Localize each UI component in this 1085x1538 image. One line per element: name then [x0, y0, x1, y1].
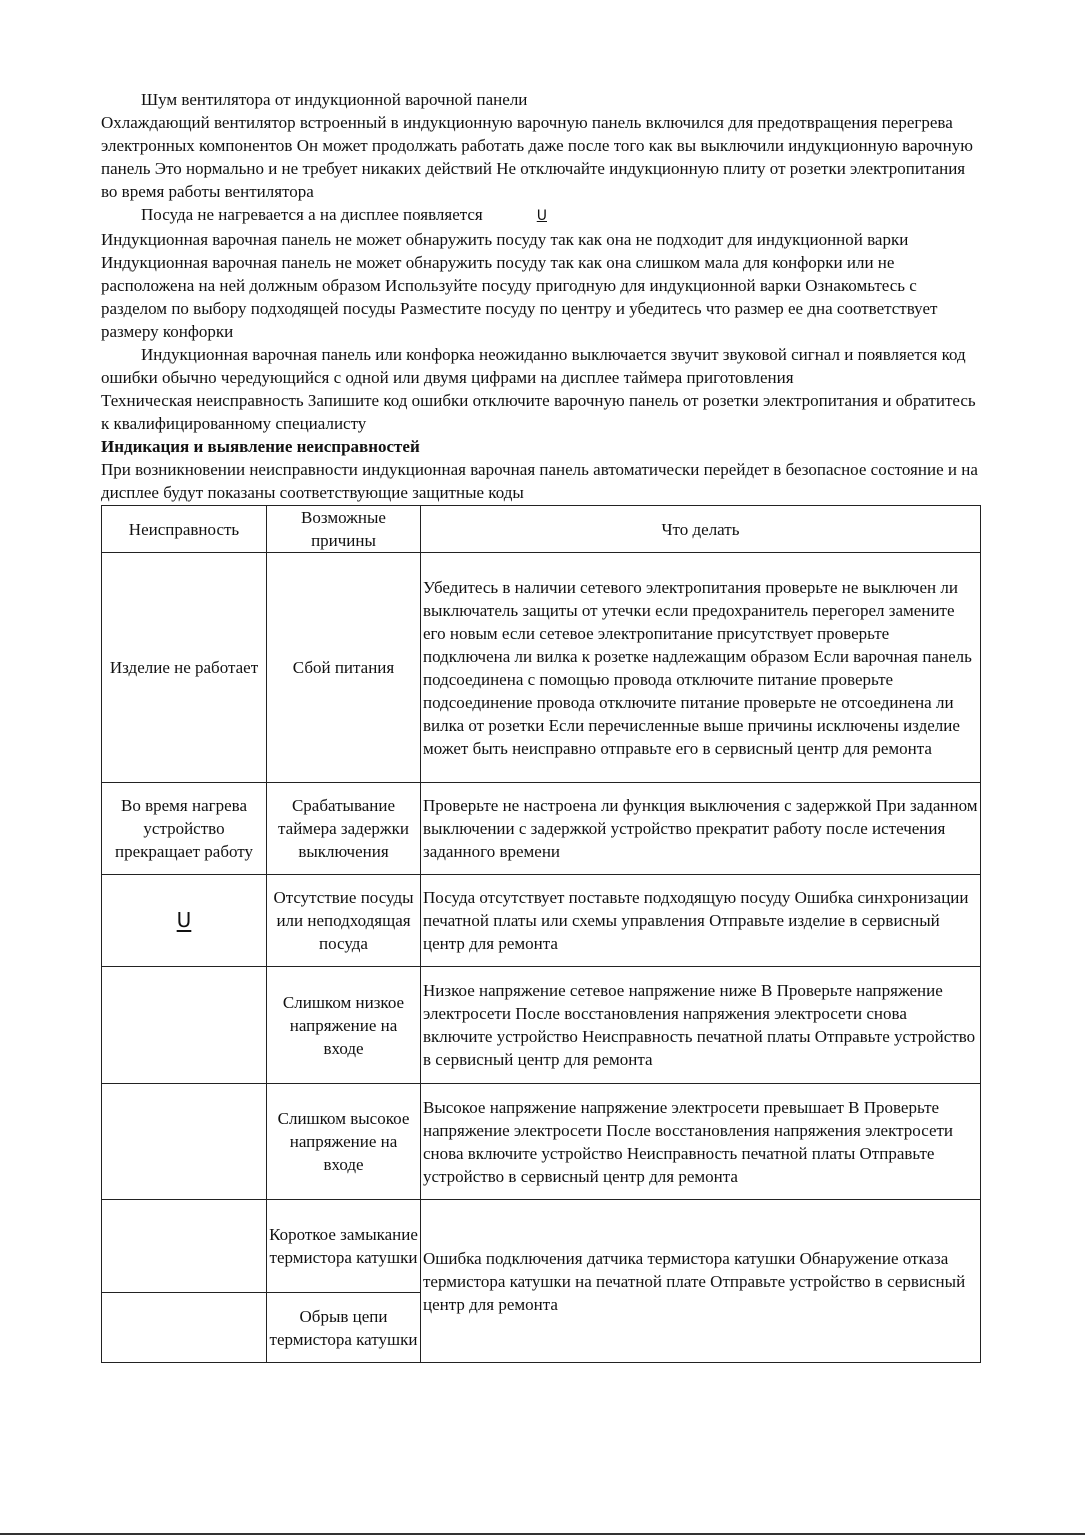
table-row — [102, 967, 981, 1084]
action-cell: Убедитесь в наличии сетевого электропитания проверьте не выключен ли выключатель защиты от утечки если предохранитель перегорел замените его новым если сетевое электропитание присутствует проверьте подключена ли вилка к розетке надлежащим образом Если варочная панель подсоединена с помощью провода отключите питание проверьте подсоединение провода отключите питание проверьте не отсоединена ли вилка от розетки Если перечисленные выше причины исключены изделие может быть неисправно отправьте его в сервисный центр для ремонта — [421, 553, 981, 783]
cause-cell: Срабатывание таймера задержки выключения — [267, 783, 421, 875]
action-cell: Ошибка подключения датчика термистора катушки Обнаружение отказа термистора катушки на печатной плате Отправьте устройство в сервисный центр для ремонта — [421, 1200, 981, 1363]
no-cookware-symbol: U — [536, 208, 547, 224]
document-page — [101, 88, 981, 1363]
cause-cell: Слишком высокое напряжение на входе — [267, 1084, 421, 1200]
header-actions: Что делать — [421, 506, 981, 553]
table-row — [102, 1200, 981, 1293]
shutdown-title: Индукционная варочная панель или конфорка неожиданно выключается звучит звуковой сигнал и появляется код ошибки обычно чередующийся с одной или двумя цифрами на дисплее таймера приготовления — [101, 345, 966, 387]
cookware-body: Индукционная варочная панель не может обнаружить посуду так как она не подходит для индукционной варки Индукционная варочная панель не может обнаружить посуду так как она слишком мала для конфорки или не расположена на ней должным образом Используйте посуду пригодную для индукционной варки Ознакомьтесь с разделом по выбору подходящей посуды Разместите посуду по центру и убедитесь что размер ее дна соответствует размеру конфорки — [101, 230, 938, 341]
action-cell: Высокое напряжение напряжение электросети превышает В Проверьте напряжение электросети После восстановления напряжения электросети снова включите устройство Неисправность печатной платы Отправьте устройство в сервисный центр для ремонта — [421, 1084, 981, 1200]
no-cookware-symbol: U — [176, 907, 192, 932]
fan-noise-title: Шум вентилятора от индукционной варочной панели — [141, 90, 528, 109]
cause-cell: Короткое замыкание термистора катушки — [267, 1200, 421, 1293]
table-row — [102, 875, 981, 967]
fault-cell: Во время нагрева устройство прекращает работу — [102, 783, 267, 875]
table-row — [102, 783, 981, 875]
shutdown-body: Техническая неисправность Запишите код ошибки отключите варочную панель от розетки электропитания и обратитесь к квалифицированному специалисту — [101, 391, 976, 433]
cookware-title — [101, 203, 981, 228]
header-causes: Возможные причины — [267, 506, 421, 553]
bottom-rule — [0, 1533, 1085, 1535]
action-cell: Посуда отсутствует поставьте подходящую посуду Ошибка синхронизации печатной платы или схемы управления Отправьте изделие в сервисный центр для ремонта — [421, 875, 981, 967]
fault-cell — [102, 1293, 267, 1363]
action-cell: Низкое напряжение сетевое напряжение ниже В Проверьте напряжение электросети После восстановления напряжения электросети снова включите устройство Неисправность печатной платы Отправьте устройство в сервисный центр для ремонта — [421, 967, 981, 1084]
fault-cell — [102, 1200, 267, 1293]
cause-cell: Отсутствие посуды или неподходящая посуда — [267, 875, 421, 967]
table-header-row — [102, 506, 981, 553]
section-intro: При возникновении неисправности индукционная варочная панель автоматически перейдет в безопасное состояние и на дисплее будут показаны соответствующие защитные коды — [101, 460, 978, 502]
troubleshooting-table — [101, 505, 981, 1363]
cause-cell: Сбой питания — [267, 553, 421, 783]
cause-cell: Слишком низкое напряжение на входе — [267, 967, 421, 1084]
fault-cell — [102, 1084, 267, 1200]
fan-noise-body: Охлаждающий вентилятор встроенный в индукционную варочную панель включился для предотвращения перегрева электронных компонентов Он может продолжать работать даже после того как вы выключили индукционную варочную панель Это нормально и не требует никаких действий Не отключайте индукционную плиту от розетки электропитания во время работы вентилятора — [101, 113, 973, 201]
cookware-title-text: Посуда не нагревается а на дисплее появляется — [141, 205, 483, 224]
header-fault: Неисправность — [102, 506, 267, 553]
section-heading: Индикация и выявление неисправностей — [101, 437, 420, 456]
fault-cell — [102, 967, 267, 1084]
table-row — [102, 1084, 981, 1200]
table-row — [102, 553, 981, 783]
cause-cell: Обрыв цепи термистора катушки — [267, 1293, 421, 1363]
fault-cell — [102, 875, 267, 967]
fault-cell: Изделие не работает — [102, 553, 267, 783]
action-cell: Проверьте не настроена ли функция выключения с задержкой При заданном выключении с задержкой устройство прекратит работу после истечения заданного времени — [421, 783, 981, 875]
